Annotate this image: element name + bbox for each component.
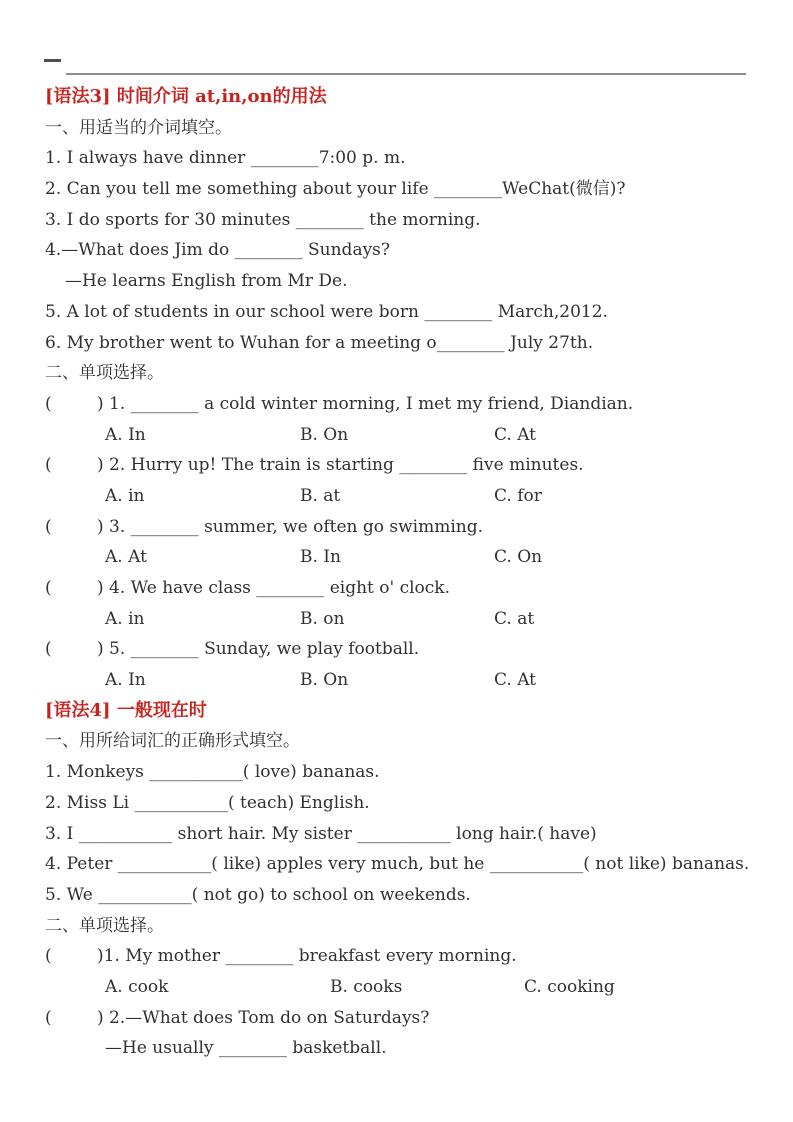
mcq-stem-text: ) 2.—What does Tom do on Saturdays? bbox=[97, 1007, 430, 1028]
option-b: B. On bbox=[300, 424, 349, 445]
mcq-stem bbox=[45, 1003, 763, 1034]
mcq-options bbox=[45, 420, 763, 451]
part-title-fill-blank: 一、用所给词汇的正确形式填空。 bbox=[45, 731, 300, 752]
option-c: C. On bbox=[494, 547, 543, 568]
answer-paren: ( bbox=[45, 516, 52, 537]
fill-item-continuation: —He learns English from Mr De. bbox=[65, 271, 348, 292]
worksheet-content bbox=[45, 82, 763, 1064]
mcq-stem bbox=[45, 512, 763, 543]
option-b: B. at bbox=[300, 485, 341, 506]
mcq-stem-text: )1. My mother ________ breakfast every morning. bbox=[97, 946, 517, 967]
answer-paren: ( bbox=[45, 393, 52, 414]
part-title-fill-blank: 一、用适当的介词填空。 bbox=[45, 117, 232, 138]
option-a: A. At bbox=[105, 547, 147, 568]
option-a: A. In bbox=[105, 424, 146, 445]
option-c: C. cooking bbox=[524, 976, 615, 997]
mcq-options bbox=[45, 972, 763, 1003]
option-a: A. In bbox=[105, 670, 146, 691]
mcq-stem bbox=[45, 634, 763, 665]
fill-item: 3. I do sports for 30 minutes ________ the morning. bbox=[45, 209, 481, 230]
option-c: C. for bbox=[494, 485, 542, 506]
fill-item: 4.—What does Jim do ________ Sundays? bbox=[45, 240, 391, 261]
option-a: A. cook bbox=[105, 976, 169, 997]
answer-paren: ( bbox=[45, 578, 52, 598]
answer-paren: ( bbox=[45, 639, 52, 660]
mcq-options bbox=[45, 542, 763, 573]
mcq-stem-text: ) 4. We have class ________ eight o' clock. bbox=[97, 578, 451, 598]
fill-item: 5. We ___________( not go) to school on weekends. bbox=[45, 884, 471, 905]
mcq-stem bbox=[45, 941, 763, 972]
mcq-stem bbox=[45, 450, 763, 481]
option-c: C. At bbox=[494, 670, 537, 691]
fill-item: 6. My brother went to Wuhan for a meeting o________ July 27th. bbox=[45, 332, 594, 353]
fill-item: 2. Can you tell me something about your life ________WeChat(微信)? bbox=[45, 179, 626, 200]
section-heading-grammar4: [语法4] 一般现在时 bbox=[45, 699, 207, 721]
fill-item: 1. I always have dinner ________7:00 p. m. bbox=[45, 148, 406, 169]
fill-item: 3. I ___________ short hair. My sister ___________ long hair.( have) bbox=[45, 823, 597, 844]
section-grammar3 bbox=[45, 82, 763, 696]
option-b: B. On bbox=[300, 670, 349, 691]
section-heading-grammar3: [语法3] 时间介词 at,in,on的用法 bbox=[45, 86, 327, 107]
option-b: B. on bbox=[300, 608, 345, 629]
mcq-stem-text: ) 1. ________ a cold winter morning, I met my friend, Diandian. bbox=[97, 393, 634, 414]
mcq-options bbox=[45, 481, 763, 512]
option-a: A. in bbox=[105, 485, 145, 506]
part-title-multiple-choice: 二、单项选择。 bbox=[45, 363, 164, 384]
option-c: C. At bbox=[494, 424, 537, 445]
mcq-stem bbox=[45, 389, 763, 420]
option-c: C. at bbox=[494, 608, 535, 629]
mcq-options bbox=[45, 665, 763, 696]
option-a: A. in bbox=[105, 608, 145, 629]
part-title-multiple-choice: 二、单项选择。 bbox=[45, 915, 164, 936]
fill-item: 2. Miss Li ___________( teach) English. bbox=[45, 792, 370, 813]
mcq-stem-text: ) 2. Hurry up! The train is starting ________ five minutes. bbox=[97, 455, 584, 476]
fill-item: 5. A lot of students in our school were born ________ March,2012. bbox=[45, 301, 608, 322]
answer-paren: ( bbox=[45, 455, 52, 476]
top-horizontal-rule bbox=[66, 73, 746, 75]
fill-item: 1. Monkeys ___________( love) bananas. bbox=[45, 762, 380, 783]
fill-item: 4. Peter ___________( like) apples very much, but he ___________( not like) bananas. bbox=[45, 854, 750, 875]
answer-paren: ( bbox=[45, 946, 52, 967]
mcq-stem-text: ) 5. ________ Sunday, we play football. bbox=[97, 639, 420, 660]
mcq-stem-text: ) 3. ________ summer, we often go swimming. bbox=[97, 516, 484, 537]
option-b: B. cooks bbox=[330, 976, 403, 997]
mcq-stem-continuation: —He usually ________ basketball. bbox=[105, 1038, 387, 1059]
mcq-stem bbox=[45, 573, 763, 604]
mcq-options bbox=[45, 604, 763, 635]
top-dash-mark bbox=[44, 59, 61, 62]
section-grammar4 bbox=[45, 696, 763, 1064]
answer-paren: ( bbox=[45, 1007, 52, 1028]
option-b: B. In bbox=[300, 547, 341, 568]
